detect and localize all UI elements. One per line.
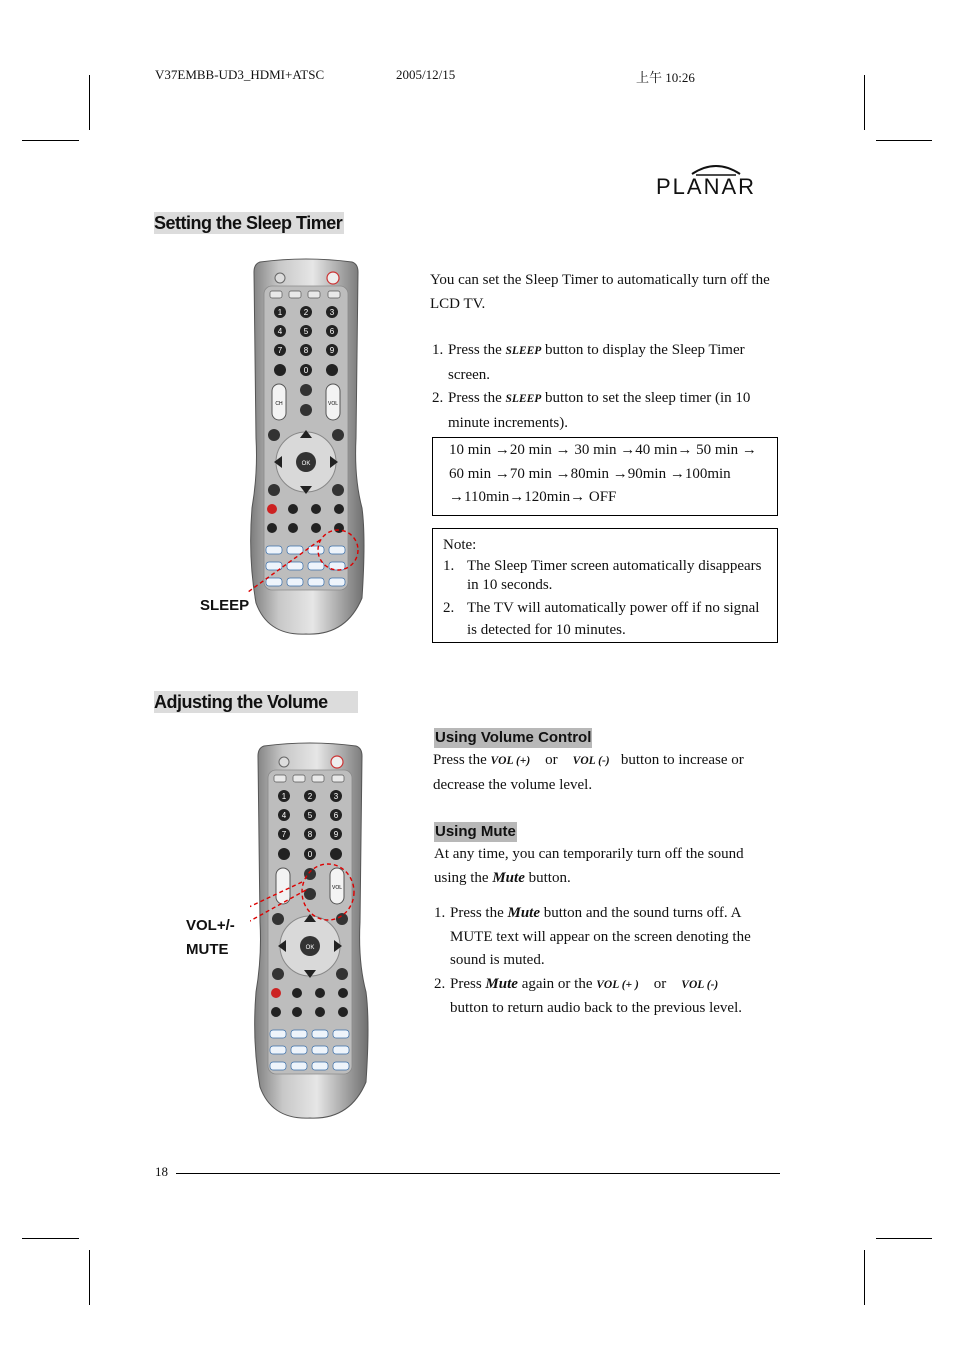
svg-text:4: 4 (277, 327, 283, 336)
crop-mark (22, 140, 79, 141)
note-title: Note: (443, 537, 477, 553)
step-prefix: Press the (448, 342, 502, 358)
svg-text:0: 0 (303, 366, 309, 375)
text-suffix: button to return audio back to the previous level. (450, 1000, 743, 1016)
mute-key: Mute (492, 869, 525, 886)
text-prefix: Press (450, 975, 482, 992)
text-or: or (545, 752, 558, 768)
section-title-sleep: Setting the Sleep Timer (154, 213, 343, 233)
sleep-steps (432, 339, 774, 435)
vol-button-label: VOL+/- (186, 917, 235, 934)
crop-mark (864, 75, 865, 130)
text-suffix: button. (528, 869, 571, 886)
svg-text:3: 3 (329, 308, 335, 317)
svg-text:0: 0 (307, 850, 313, 859)
svg-text:OK: OK (305, 945, 315, 951)
crop-mark (864, 1250, 865, 1305)
note-text: The Sleep Timer screen automatically disappears in 10 seconds. (467, 558, 762, 593)
text-suffix: button to increase or decrease the volume level. (433, 752, 744, 793)
mute-key: Mute (507, 905, 541, 921)
sleep-sequence: 10 min →20 min → 30 min →40 min→ 50 min → 60 min →70 min →80min →90min →100min →110min→120min→ OFF (449, 442, 757, 505)
remote-image-volume (250, 742, 370, 1122)
svg-text:1: 1 (277, 308, 283, 317)
svg-text:6: 6 (333, 811, 339, 820)
sleep-note-box (432, 528, 778, 643)
page-number: 18 (155, 1164, 168, 1179)
mute-intro (434, 843, 774, 890)
vol-minus-key: VOL (-) (572, 755, 610, 767)
svg-text:CH: CH (275, 401, 283, 407)
crop-mark (89, 1250, 90, 1305)
svg-text:8: 8 (303, 346, 309, 355)
doc-time: 上午 10:26 (636, 70, 695, 85)
footer-rule (176, 1173, 780, 1174)
svg-text:9: 9 (329, 346, 335, 355)
text-prefix: Press the (433, 752, 487, 768)
step-suffix: button to set the sleep timer (in 10 minute increments). (448, 390, 751, 431)
svg-text:4: 4 (281, 811, 287, 820)
vol-minus-key: VOL (-) (681, 978, 719, 991)
step-number: 1. (432, 342, 444, 358)
sleep-key: SLEEP (505, 393, 542, 405)
remote-image-sleep (246, 258, 366, 638)
svg-text:VOL: VOL (327, 401, 339, 407)
mute-key: Mute (485, 975, 518, 992)
text-prefix: At any time, you can temporarily turn off the sound using the (434, 846, 744, 886)
svg-text:5: 5 (303, 327, 309, 336)
sleep-sequence-box (432, 437, 778, 516)
step-suffix: button to display the Sleep Timer screen. (448, 342, 745, 383)
svg-text:7: 7 (281, 830, 287, 839)
text-or: or (653, 975, 667, 992)
step-number: 1. (434, 905, 446, 921)
text-middle: again or the (521, 975, 593, 992)
svg-text:3: 3 (333, 792, 339, 801)
note-item (443, 557, 769, 595)
crop-mark (89, 75, 90, 130)
svg-text:OK: OK (301, 461, 311, 467)
note-text: The TV will automatically power off if no signal is detected for 10 minutes. (467, 600, 760, 638)
mute-step (434, 902, 774, 973)
svg-text:9: 9 (333, 830, 339, 839)
sleep-intro: You can set the Sleep Timer to automatically turn off the LCD TV. (430, 272, 770, 312)
sleep-step (432, 339, 774, 387)
text-suffix: button and the sound turns off. A MUTE text will appear on the screen denoting the sound is muted. (450, 905, 751, 968)
step-prefix: Press the (448, 390, 502, 406)
step-number: 2. (434, 975, 446, 992)
sleep-key: SLEEP (505, 345, 542, 357)
svg-text:2: 2 (303, 308, 309, 317)
doc-id: V37EMBB-UD3_HDMI+ATSC (155, 67, 325, 82)
svg-text:2: 2 (307, 792, 313, 801)
crop-mark (876, 1238, 932, 1239)
doc-date: 2005/12/15 (396, 67, 456, 82)
note-item (443, 597, 769, 641)
svg-text:1: 1 (281, 792, 287, 801)
vol-control-text (433, 749, 773, 797)
note-number: 1. (443, 558, 455, 574)
step-number: 2. (432, 390, 444, 406)
svg-text:5: 5 (307, 811, 313, 820)
sleep-step (432, 387, 774, 435)
crop-mark (22, 1238, 79, 1239)
svg-text:8: 8 (307, 830, 313, 839)
note-number: 2. (443, 600, 455, 616)
vol-plus-key: VOL (+ ) (596, 978, 639, 991)
vol-plus-key: VOL (+) (490, 755, 531, 767)
mute-step (434, 973, 774, 1021)
crop-mark (876, 140, 932, 141)
subtitle-mute: Using Mute (435, 823, 516, 840)
svg-text:7: 7 (277, 346, 283, 355)
logo-text: PLANAR (656, 174, 757, 199)
svg-text:VOL: VOL (331, 885, 343, 891)
text-prefix: Press the (450, 905, 504, 921)
mute-button-label: MUTE (186, 941, 229, 958)
section-title-volume: Adjusting the Volume (154, 691, 358, 713)
mute-steps (434, 902, 774, 1021)
planar-logo (652, 160, 782, 202)
subtitle-volume-control: Using Volume Control (435, 729, 592, 746)
svg-text:6: 6 (329, 327, 335, 336)
sleep-button-label: SLEEP (200, 597, 250, 614)
